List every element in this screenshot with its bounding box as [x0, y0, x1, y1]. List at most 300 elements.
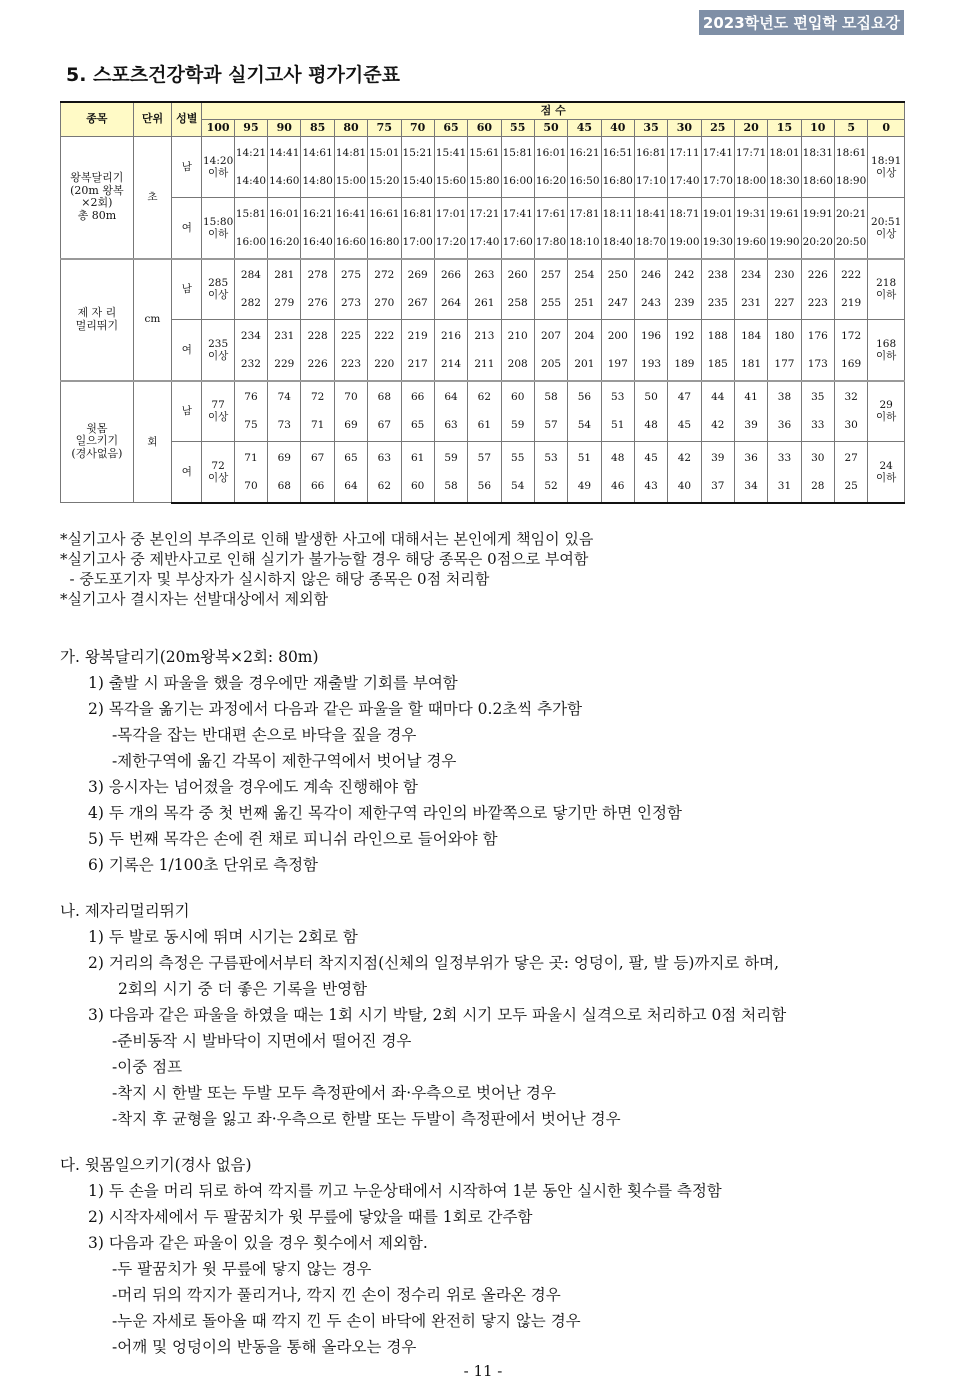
range-lower: 17:80	[535, 235, 567, 248]
score-range-cell	[668, 198, 701, 259]
cell-value: 72	[211, 459, 225, 472]
score-range-cell	[534, 137, 567, 198]
score-range-cell	[468, 381, 501, 442]
score-range-cell	[634, 198, 667, 259]
cell-value: 이상	[207, 411, 229, 424]
range-lower: 229	[274, 357, 295, 370]
range-box	[235, 206, 267, 250]
range-lower: 39	[744, 419, 758, 432]
range-lower: 220	[374, 357, 395, 370]
range-lower: 36	[777, 419, 792, 432]
score-range-cell	[234, 259, 267, 320]
range-box	[301, 389, 333, 433]
range-upper: 14:21	[235, 147, 267, 159]
range-lower: 19:00	[669, 235, 700, 248]
range-upper: 184	[741, 329, 762, 342]
range-upper: 17:81	[569, 207, 600, 220]
range-box	[301, 450, 333, 494]
table-row	[61, 259, 905, 320]
range-lower: 69	[344, 419, 358, 432]
range-lower: 16:40	[302, 235, 333, 248]
range-lower: 15:40	[402, 174, 433, 187]
score-range-cell	[734, 198, 767, 259]
cell-value: 24	[879, 459, 893, 472]
score-range-cell	[534, 320, 567, 381]
score-range-cell	[468, 137, 501, 198]
score-range-cell	[468, 198, 501, 259]
range-upper: 45	[644, 451, 658, 464]
range-upper: 18:71	[669, 207, 700, 220]
score-cell-first	[202, 442, 234, 503]
score-range-cell	[268, 137, 301, 198]
range-box	[802, 145, 834, 189]
range-upper: 30	[811, 451, 825, 464]
score-range-cell	[468, 320, 501, 381]
section-line: 1) 출발 시 파울을 했을 경우에만 재출발 기회를 부여함	[88, 674, 458, 692]
section-heading: 나. 제자리멀리뛰기	[60, 902, 190, 920]
range-lower: 239	[674, 297, 695, 310]
range-upper: 257	[541, 269, 562, 282]
cell-value: 218	[876, 277, 897, 290]
score-cell-last	[868, 259, 905, 320]
range-box	[268, 328, 300, 372]
score-range-cell	[268, 259, 301, 320]
range-upper: 272	[374, 269, 395, 282]
range-box	[802, 389, 834, 433]
range-lower: 56	[477, 479, 492, 492]
header-unit: 단위	[133, 102, 171, 137]
score-header-cell: 35	[634, 120, 667, 137]
range-lower: 16:20	[269, 235, 300, 248]
score-range-cell	[668, 381, 701, 442]
header-gender: 성별	[172, 102, 202, 137]
score-cell-last	[868, 381, 905, 442]
range-lower: 16:80	[602, 174, 633, 187]
cell-value: 이하	[876, 411, 897, 424]
score-range-cell	[368, 198, 401, 259]
score-range-cell	[601, 442, 634, 503]
range-lower: 68	[277, 479, 291, 492]
range-upper: 70	[344, 391, 358, 404]
section-line: 3) 다음과 같은 파울을 하였을 때는 1회 시기 박탈, 2회 시기 모두 파울시 실격으로 처리하고 0점 처리함	[88, 1006, 787, 1024]
cell-value: 이하	[207, 227, 229, 240]
score-range-cell	[601, 137, 634, 198]
range-box	[468, 145, 500, 189]
range-lower: 181	[741, 357, 762, 370]
range-box	[702, 267, 734, 311]
range-lower: 14:80	[302, 174, 333, 187]
range-lower: 255	[541, 297, 562, 310]
score-range-cell	[301, 442, 334, 503]
range-upper: 19:91	[802, 207, 833, 220]
range-box	[435, 145, 467, 189]
range-upper: 19:31	[735, 207, 767, 220]
range-lower: 66	[310, 479, 325, 492]
range-box	[535, 450, 567, 494]
score-range-cell	[634, 137, 667, 198]
score-range-cell	[234, 137, 267, 198]
range-box	[835, 267, 867, 311]
range-upper: 55	[511, 451, 525, 464]
range-box	[435, 328, 467, 372]
range-upper: 222	[374, 329, 395, 342]
range-upper: 69	[277, 451, 291, 464]
score-range-cell	[534, 198, 567, 259]
range-lower: 17:40	[469, 235, 500, 248]
range-box	[735, 389, 767, 433]
score-range-cell	[468, 259, 501, 320]
range-box	[268, 450, 300, 494]
range-lower: 243	[641, 297, 662, 310]
range-lower: 17:70	[702, 174, 733, 187]
score-range-cell	[468, 442, 501, 503]
range-lower: 34	[744, 479, 758, 492]
range-lower: 17:40	[669, 174, 700, 187]
range-upper: 226	[807, 269, 828, 282]
gender-cell: 남	[172, 381, 202, 442]
range-lower: 214	[440, 357, 462, 370]
range-box	[768, 206, 800, 250]
score-header-cell: 5	[834, 120, 867, 137]
score-range-cell	[734, 442, 767, 503]
section-line: -목각을 잡는 반대편 손으로 바닥을 짚을 경우	[112, 726, 417, 744]
score-cell-first	[202, 381, 234, 442]
range-box	[668, 145, 700, 189]
range-upper: 18:61	[836, 147, 867, 159]
score-range-cell	[634, 381, 667, 442]
section-line: -두 팔꿈치가 윗 무릎에 닿지 않는 경우	[112, 1260, 372, 1278]
range-box	[335, 328, 367, 372]
table-row	[61, 137, 905, 198]
score-range-cell	[701, 259, 734, 320]
range-upper: 33	[777, 451, 792, 464]
range-box	[735, 206, 767, 250]
range-box	[235, 450, 267, 494]
range-lower: 51	[611, 419, 625, 432]
header-tag: 2023학년도 편입학 모집요강	[699, 10, 904, 35]
range-box	[568, 267, 600, 311]
event-name-line: 총 80m	[77, 208, 117, 222]
range-upper: 219	[407, 329, 428, 342]
range-lower: 264	[440, 297, 462, 310]
range-upper: 72	[310, 391, 325, 404]
score-cell-first	[202, 259, 234, 320]
range-upper: 222	[841, 269, 862, 282]
range-lower: 19:90	[769, 235, 800, 248]
range-lower: 211	[474, 357, 495, 370]
range-box	[702, 450, 734, 494]
score-range-cell	[368, 381, 401, 442]
range-lower: 235	[707, 297, 728, 310]
range-lower: 251	[574, 297, 595, 310]
score-range-cell	[434, 320, 467, 381]
section-line: 3) 응시자는 넘어졌을 경우에도 계속 진행해야 함	[88, 778, 418, 796]
score-range-cell	[434, 198, 467, 259]
event-name-line: ×2회)	[81, 196, 113, 210]
table-row	[61, 320, 905, 381]
cell-value: 이하	[876, 471, 897, 484]
range-upper: 230	[774, 269, 795, 282]
range-box	[268, 206, 300, 250]
range-upper: 74	[277, 391, 291, 404]
score-range-cell	[734, 259, 767, 320]
score-range-cell	[568, 442, 601, 503]
range-lower: 37	[711, 479, 725, 492]
range-upper: 196	[641, 329, 662, 342]
score-range-cell	[834, 442, 867, 503]
range-lower: 193	[641, 357, 662, 370]
range-upper: 62	[477, 391, 492, 404]
range-upper: 53	[611, 391, 625, 404]
note-line: *실기고사 중 본인의 부주의로 인해 발생한 사고에 대해서는 본인에게 책임이 있음	[60, 530, 594, 548]
score-range-cell	[734, 137, 767, 198]
score-range-cell	[534, 259, 567, 320]
score-range-cell	[334, 198, 367, 259]
range-lower: 25	[844, 479, 858, 492]
range-upper: 61	[410, 451, 425, 464]
score-range-cell	[401, 198, 434, 259]
range-box	[502, 145, 534, 189]
score-table	[60, 101, 905, 504]
range-box	[768, 145, 800, 189]
range-upper: 50	[644, 391, 658, 404]
range-box	[368, 267, 400, 311]
section-line: -누운 자세로 돌아올 때 깍지 낀 두 손이 바닥에 완전히 닿지 않는 경우	[112, 1312, 581, 1330]
score-header-cell: 40	[601, 120, 634, 137]
score-range-cell	[334, 137, 367, 198]
score-header-cell: 15	[768, 120, 801, 137]
score-range-cell	[234, 320, 267, 381]
range-lower: 16:00	[235, 235, 267, 248]
score-header-cell: 65	[434, 120, 467, 137]
range-box	[735, 328, 767, 372]
range-box	[635, 267, 667, 311]
range-box	[768, 267, 800, 311]
range-upper: 56	[577, 391, 592, 404]
range-box	[435, 450, 467, 494]
range-box	[402, 206, 434, 250]
range-upper: 18:01	[769, 147, 800, 159]
range-box	[602, 450, 634, 494]
range-lower: 31	[777, 479, 792, 492]
gender-cell: 여	[172, 442, 202, 503]
range-box	[635, 389, 667, 433]
cell-value: 235	[208, 337, 229, 350]
score-range-cell	[534, 381, 567, 442]
score-range-cell	[268, 198, 301, 259]
score-range-cell	[334, 381, 367, 442]
range-lower: 17:60	[502, 235, 533, 248]
range-upper: 18:41	[635, 207, 667, 220]
section-heading: 가. 왕복달리기(20m왕복×2회: 80m)	[60, 648, 319, 666]
range-box	[368, 206, 400, 250]
range-lower: 169	[841, 357, 862, 370]
score-range-cell	[701, 320, 734, 381]
range-upper: 192	[674, 329, 695, 342]
range-upper: 17:61	[535, 207, 567, 220]
range-upper: 234	[741, 269, 762, 282]
event-name-cell	[61, 259, 134, 381]
range-lower: 15:60	[435, 174, 467, 187]
range-upper: 16:41	[335, 207, 367, 220]
range-box	[402, 328, 434, 372]
range-lower: 18:40	[602, 235, 633, 248]
section-line: -어깨 및 엉덩이의 반동을 통해 올라오는 경우	[112, 1338, 417, 1356]
range-upper: 47	[677, 391, 692, 404]
range-upper: 51	[577, 451, 592, 464]
range-box	[668, 328, 700, 372]
range-upper: 15:61	[469, 147, 500, 159]
range-upper: 231	[274, 329, 295, 342]
table-row	[61, 381, 905, 442]
gender-cell: 남	[172, 137, 202, 198]
range-upper: 254	[574, 269, 595, 282]
range-lower: 279	[274, 297, 295, 310]
range-box	[602, 206, 634, 250]
range-upper: 42	[677, 451, 692, 464]
range-upper: 39	[711, 451, 725, 464]
range-lower: 49	[577, 479, 592, 492]
range-upper: 207	[541, 329, 562, 342]
range-lower: 15:20	[369, 174, 400, 187]
range-box	[468, 206, 500, 250]
score-range-cell	[568, 137, 601, 198]
section-line: 2회의 시기 중 더 좋은 기록을 반영함	[118, 980, 368, 998]
range-lower: 42	[711, 419, 725, 432]
range-upper: 16:81	[402, 207, 433, 220]
score-range-cell	[368, 259, 401, 320]
range-upper: 17:21	[469, 207, 500, 220]
score-header-cell: 10	[801, 120, 834, 137]
range-box	[702, 145, 734, 189]
range-box	[502, 328, 534, 372]
range-lower: 62	[377, 479, 392, 492]
range-upper: 18:31	[802, 147, 833, 159]
range-lower: 73	[277, 419, 291, 432]
score-range-cell	[568, 320, 601, 381]
range-box	[602, 145, 634, 189]
score-range-cell	[734, 381, 767, 442]
range-box	[635, 328, 667, 372]
range-box	[635, 450, 667, 494]
range-lower: 20:50	[836, 235, 867, 248]
range-upper: 225	[340, 329, 361, 342]
range-lower: 223	[340, 357, 361, 370]
event-name-line: 윗몸	[86, 421, 108, 435]
range-lower: 64	[344, 479, 358, 492]
score-range-cell	[534, 442, 567, 503]
range-lower: 185	[707, 357, 728, 370]
range-lower: 261	[474, 297, 495, 310]
table-row	[61, 198, 905, 259]
score-range-cell	[768, 381, 801, 442]
score-range-cell	[334, 259, 367, 320]
cell-value: 14:20	[202, 154, 234, 167]
range-box	[535, 145, 567, 189]
range-upper: 16:01	[535, 147, 567, 159]
score-range-cell	[401, 442, 434, 503]
range-upper: 20:21	[836, 207, 867, 220]
score-range-cell	[834, 320, 867, 381]
range-lower: 189	[674, 357, 695, 370]
score-range-cell	[301, 320, 334, 381]
score-range-cell	[768, 198, 801, 259]
range-box	[802, 450, 834, 494]
range-upper: 176	[807, 329, 828, 342]
range-lower: 173	[807, 357, 828, 370]
range-box	[235, 145, 267, 189]
range-lower: 205	[541, 357, 562, 370]
range-box	[602, 267, 634, 311]
range-lower: 208	[507, 357, 528, 370]
range-box	[301, 206, 333, 250]
range-box	[502, 389, 534, 433]
score-range-cell	[568, 198, 601, 259]
score-header-cell: 45	[568, 120, 601, 137]
section-line: 1) 두 손을 머리 뒤로 하여 깍지를 끼고 누운상태에서 시작하여 1분 동안 실시한 횟수를 측정함	[88, 1182, 722, 1200]
range-box	[702, 206, 734, 250]
note-line: *실기고사 결시자는 선발대상에서 제외함	[60, 590, 329, 608]
score-cell-last	[868, 198, 905, 259]
score-range-cell	[401, 381, 434, 442]
score-range-cell	[801, 259, 834, 320]
range-upper: 67	[310, 451, 325, 464]
range-upper: 32	[844, 391, 858, 404]
event-name-line: (20m 왕복	[70, 183, 124, 197]
section-heading: 다. 윗몸일으키기(경사 없음)	[60, 1156, 252, 1174]
range-upper: 17:01	[435, 207, 467, 220]
range-lower: 57	[544, 419, 558, 432]
page-title: 5. 스포츠건강학과 실기고사 평가기준표	[66, 64, 400, 86]
range-box	[335, 206, 367, 250]
range-upper: 213	[474, 329, 495, 342]
range-upper: 234	[240, 329, 261, 342]
score-range-cell	[501, 137, 534, 198]
range-upper: 48	[611, 451, 625, 464]
range-upper: 281	[274, 269, 295, 282]
range-upper: 57	[477, 451, 492, 464]
range-lower: 17:10	[635, 174, 667, 187]
score-range-cell	[234, 198, 267, 259]
range-upper: 17:41	[702, 147, 733, 159]
score-range-cell	[668, 137, 701, 198]
range-box	[268, 145, 300, 189]
score-range-cell	[668, 320, 701, 381]
score-range-cell	[501, 381, 534, 442]
range-upper: 216	[440, 329, 462, 342]
range-lower: 43	[644, 479, 658, 492]
range-box	[568, 145, 600, 189]
range-box	[835, 206, 867, 250]
range-upper: 16:51	[602, 147, 633, 159]
score-header-cell: 95	[234, 120, 267, 137]
score-header-cell: 30	[668, 120, 701, 137]
score-range-cell	[401, 137, 434, 198]
range-box	[568, 450, 600, 494]
range-box	[502, 206, 534, 250]
range-box	[668, 389, 700, 433]
score-range-cell	[334, 320, 367, 381]
range-lower: 60	[410, 479, 425, 492]
score-header-cell: 20	[734, 120, 767, 137]
score-range-cell	[334, 442, 367, 503]
range-box	[402, 145, 434, 189]
range-lower: 54	[511, 479, 525, 492]
section-line: 2) 시작자세에서 두 팔꿈치가 윗 무릎에 닿았을 때를 1회로 간주함	[88, 1208, 533, 1226]
page-number: - 11 -	[463, 1362, 503, 1380]
score-range-cell	[501, 442, 534, 503]
score-header-cell: 0	[868, 120, 905, 137]
